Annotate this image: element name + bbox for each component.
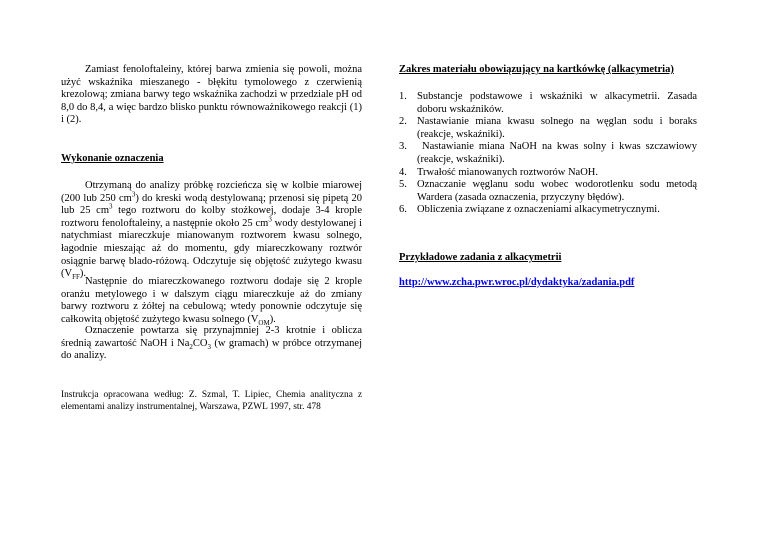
p1-sup-2: 3	[109, 202, 113, 211]
reference-note: Instrukcja opracowana według: Z. Szmal, T. Lipiec, Chemia analityczna z elementami analizy instrumentalnej, Warszawa, PZWL 1997, str. 478	[61, 390, 362, 412]
exercises-link[interactable]: http://www.zcha.pwr.wroc.pl/dydaktyka/zadania.pdf	[399, 277, 635, 288]
list-item	[399, 167, 697, 180]
list-item-text: Nastawianie miana kwasu solnego na węglan sodu i boraks (reakcje, wskaźniki).	[417, 116, 697, 140]
procedure-paragraph-3	[61, 325, 362, 363]
p1-sub: FF	[72, 273, 80, 282]
list-item-number: 1.	[399, 91, 407, 102]
list-item-text: Trwałość mianowanych roztworów NaOH.	[417, 166, 598, 178]
list-item-text: Obliczenia związane z oznaczeniami alkacymetrycznymi.	[417, 204, 660, 216]
list-item-number: 4.	[399, 166, 407, 178]
intro-paragraph: Zamiast fenoloftaleiny, której barwa zmienia się powoli, można użyć wskaźnika mieszanego - błękitu tymolowego z czerwienią krezolową; zmiana barwy tego wskaźnika zachodzi w przedziale pH od 8,0 do 8,4, a więc bardzo blisko punktu równoważnikowego reakcji (1) i (2).	[61, 64, 362, 126]
p1-text-c: tego roztworu do kolby stożkowej, dodaje 3-4 krople roztworu fenoloftaleiny, a następnie około 25 cm	[61, 205, 362, 229]
procedure-paragraph-2	[61, 276, 362, 326]
list-item-text: Nastawianie miana NaOH na kwas solny i kwas szczawiowy (reakcje, wskaźniki).	[417, 141, 700, 165]
p1-text-d: wody destylowanej i natychmiast miareczkuje mianowanym roztworem kwasu solnego, łagodnie mieszając aż do momentu, gdy miareczkowany roztwór osiągnie barwę blado-różową. Odczytuje się objętość zużytego kwasu (V	[61, 217, 362, 280]
p3-text-a: Oznaczenie powtarza się przynajmniej 2-3 krotnie i oblicza średnią zawartość NaOH i Na	[61, 325, 362, 349]
list-item	[399, 141, 700, 166]
p2-text-b: ).	[269, 313, 276, 325]
p3-sub-2: 3	[207, 342, 211, 351]
p2-sub: OM	[258, 318, 270, 327]
p2-text-a: Następnie do miareczkowanego roztworu dodaje się 2 krople oranżu metylowego i w dalszym ciągu miareczkuje aż do zmiany barwy roztworu z żółtej na cebulową; wtedy ponownie odczytuje się całkowitą objętość zużytego kwasu solnego (V	[61, 276, 362, 325]
p1-sup-1: 3	[131, 190, 136, 199]
p3-text-c: (w gramach) w próbce otrzymanej do analizy.	[61, 337, 362, 362]
list-item-number: 3.	[399, 141, 407, 153]
p1-text-a: Otrzymaną do analizy próbkę rozcieńcza się w kolbie miarowej (200 lub 250 cm	[61, 180, 362, 204]
examples-heading: Przykładowe zadania z alkacymetrii	[399, 252, 562, 263]
list-item-number: 2.	[399, 116, 407, 128]
list-item-number: 5.	[399, 179, 407, 191]
scope-heading: Zakres materiału obowiązujący na kartkówkę (alkacymetria)	[399, 64, 674, 75]
list-item	[399, 204, 697, 217]
p3-sub-1: 2	[189, 342, 193, 351]
list-item-text: Oznaczanie węglanu sodu wobec wodorotlenku sodu metodą Wardera (zasada oznaczenia, przyczyny błędów).	[417, 179, 697, 203]
scope-list	[399, 91, 700, 217]
list-item-number: 6.	[399, 204, 407, 216]
list-item	[399, 116, 697, 141]
p1-text-b: ) do kreski wodą destylowaną; przenosi się pipetą 20 lub 25 cm	[61, 192, 362, 217]
p1-text-e: ).	[79, 268, 87, 280]
procedure-paragraph-1	[61, 180, 362, 281]
list-item	[399, 179, 697, 204]
procedure-heading: Wykonanie oznaczenia	[61, 153, 164, 164]
list-item	[399, 91, 697, 116]
list-item-text: Substancje podstawowe i wskaźniki w alkacymetrii. Zasada doboru wskaźników.	[417, 91, 697, 115]
p1-sup-3: 3	[268, 215, 272, 224]
p3-text-b: CO	[192, 337, 208, 349]
